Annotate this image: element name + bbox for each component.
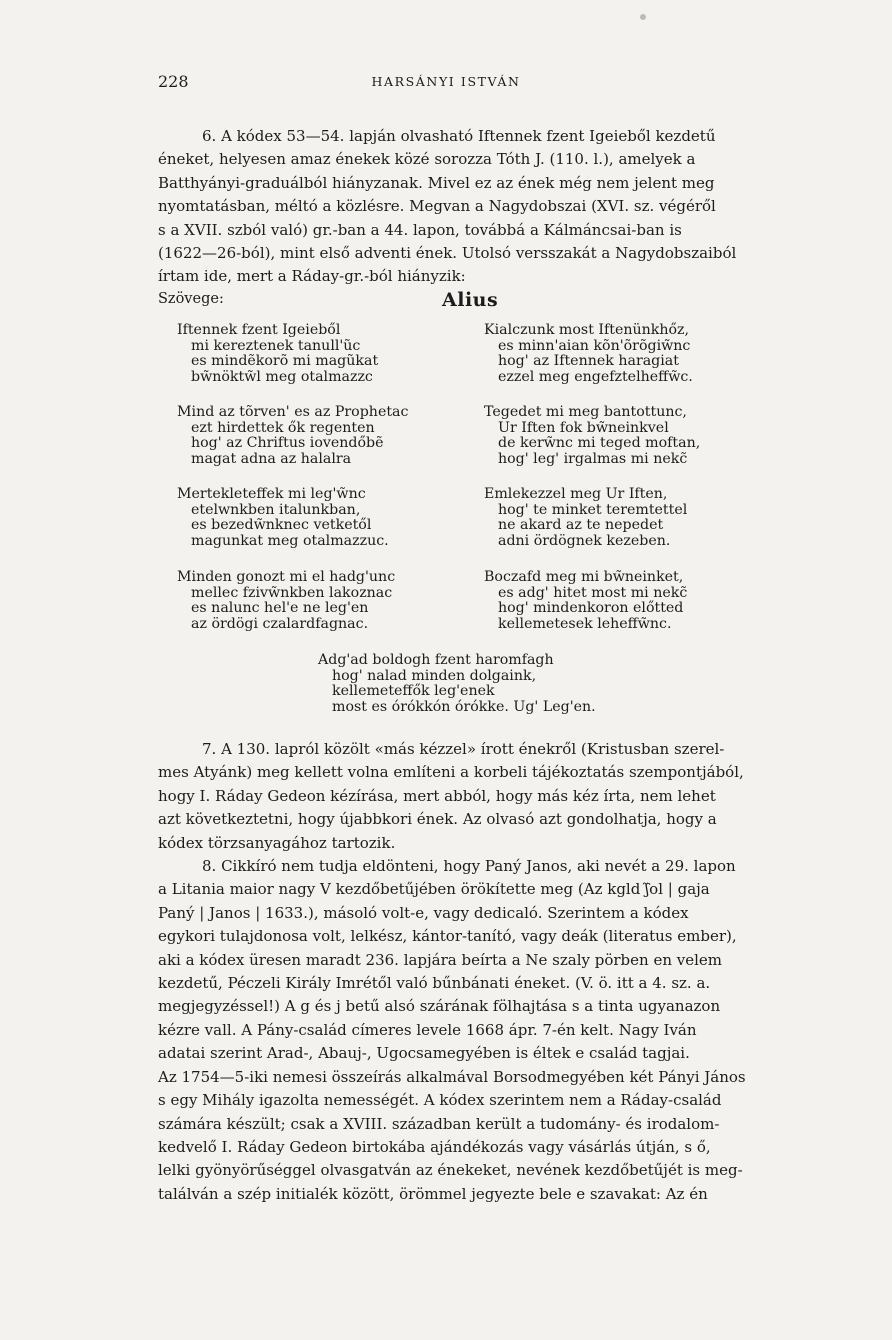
verse-line: es nalunc hel'e ne leg'en	[191, 600, 369, 617]
note-line: kedvelő I. Ráday Gedeon birtokába ajándékozás vagy vásárlás útján, s ő,	[158, 1137, 711, 1156]
verse-line: magunkat meg otalmazzuc.	[191, 532, 389, 549]
note-line: találván a szép initialék között, örömmel jegyezte bele e szavakat: Az én	[158, 1184, 708, 1203]
verse-line: de kerw̃nc mi teged moftan,	[498, 435, 701, 452]
verse-line: az ördögi czalardfagnac.	[191, 615, 369, 632]
note-line: mes Atyánk) meg kellett volna említeni a korbeli tájékoztatás szempontjából,	[158, 763, 744, 782]
verse-line: Minden gonozt mi el hadg'unc	[177, 569, 396, 585]
intro-line-2: éneket, helyesen amaz énekek közé sorozza Tóth J. (110. l.), amelyek a	[158, 150, 696, 169]
left-stanza-2	[177, 405, 487, 467]
verse-line: hog' leg' irgalmas mi nekc̃	[498, 450, 688, 467]
verse-line: bw̃nöktw̃l meg otalmazzc	[191, 368, 373, 385]
verse-line: hog' az Iftennek haragiat	[498, 353, 679, 370]
verse-line: magat adna az halalra	[191, 450, 352, 467]
intro-line-4: nyomtatásban, méltó a közlésre. Megvan a Nagydobszai (XVI. sz. végéről	[158, 197, 716, 216]
verse-line: hog' nalad minden dolgaink,	[332, 667, 537, 684]
right-stanza-2	[484, 405, 794, 467]
note-line: kézre vall. A Pány-család címeres levele 1668 ápr. 7-én kelt. Nagy Iván	[158, 1020, 697, 1039]
verse-line: Mertekleteffek mi leg'w̃nc	[177, 486, 366, 502]
running-title: HARSÁNYI ISTVÁN	[371, 74, 521, 89]
intro-line	[158, 125, 790, 148]
verse-line: hog' az Chriftus iovendőbẽ	[191, 435, 384, 452]
verse-line: Mind az tõrven' es az Prophetac	[177, 404, 409, 420]
verse-line: ne akard az te nepedet	[498, 517, 664, 534]
verse-line: kellemeteffők leg'enek	[332, 683, 495, 700]
verse-line: hog' mindenkoron előtted	[498, 600, 684, 617]
note-line: a Litania maior nagy V kezdőbetűjében örökítette meg (Az kgld ʃ̃ol | gaja	[158, 880, 710, 899]
verse-line: Emlekezzel meg Ur Iften,	[484, 486, 668, 502]
verse-line: hog' te minket teremtettel	[498, 501, 688, 518]
verse-line: mi kereztenek tanull'ũc	[191, 337, 361, 354]
left-stanza-3	[177, 487, 487, 549]
scan-speck	[640, 14, 646, 20]
note-8-line: 8. Cikkíró nem tudja eldönteni, hogy Paný Janos, aki nevét a 29. lapon	[202, 857, 736, 876]
final-stanza	[318, 653, 628, 715]
right-stanza-4	[484, 570, 794, 632]
intro-line-7: írtam ide, mert a Ráday-gr.-ból hiányzik:	[158, 267, 466, 286]
poem-title: Alius	[442, 289, 499, 311]
right-stanza-1	[484, 323, 794, 385]
verse-line: es minn'aian kõn'õrõgiw̃nc	[498, 337, 691, 354]
note-line: azt következtetni, hogy újabbkori ének. Az olvasó azt gondolhatja, hogy a	[158, 810, 717, 829]
notes-section	[158, 738, 790, 1206]
note-line: s egy Mihály igazolta nemességét. A kódex szerintem nem a Ráday-család	[158, 1091, 722, 1110]
note-line: lelki gyönyörűséggel olvasgatván az énekeket, nevének kezdőbetűjét is meg-	[158, 1161, 743, 1180]
note-line: kódex törzsanyagához tartozik.	[158, 833, 396, 852]
intro-line-5: s a XVII. szból való) gr.-ban a 44. lapon, továbbá a Kálmáncsai-ban is	[158, 220, 682, 239]
intro-line-1: 6. A kódex 53—54. lapján olvasható Iftennek fzent Igeieből kezdetű	[202, 127, 716, 145]
verse-line: es adg' hitet most mi nekc̃	[498, 584, 688, 601]
left-stanza-1	[177, 323, 487, 385]
note-7-line: 7. A 130. lapról közölt «más kézzel» írott énekről (Kristusban szerel-	[202, 740, 725, 758]
left-stanza-4	[177, 570, 487, 632]
note-line: számára készült; csak a XVIII. században került a tudomány- és irodalom-	[158, 1114, 720, 1133]
verse-line: adni ördögnek kezeben.	[498, 532, 671, 549]
intro-paragraph	[158, 125, 790, 289]
note-line: kezdetű, Péczeli Király Imrétől való bűnbánati éneket. (V. ö. itt a 4. sz. a.	[158, 974, 711, 993]
note-line: egykori tulajdonosa volt, lelkész, kántor-tanító, vagy deák (literatus ember),	[158, 927, 737, 946]
right-stanza-3	[484, 487, 794, 549]
verse-line: ezt hirdettek ők regenten	[191, 419, 375, 436]
verse-line: etelwnkben italunkban,	[191, 501, 361, 518]
verse-line: ezzel meg engefztelheffw̃c.	[498, 368, 693, 385]
verse-line: kellemetesek leheffw̃nc.	[498, 615, 672, 632]
verse-line: Kialczunk most Iftenünkhőz,	[484, 322, 690, 338]
intro-line-6: (1622—26-ból), mint első adventi ének. Utolsó versszakát a Nagydobszaiból	[158, 244, 737, 263]
verse-line: Iftennek fzent Igeieből	[177, 322, 341, 338]
verse-line: Ur Iften fok bw̃neinkvel	[498, 419, 669, 436]
verse-line: es bezedw̃nknec vetketől	[191, 517, 372, 534]
verse-line: Adg'ad boldogh fzent haromfagh	[318, 652, 554, 668]
verse-line: most es órókkón órókke. Ug' Leg'en.	[332, 698, 596, 715]
page-number: 228	[158, 72, 189, 91]
verse-line: mellec fzivw̃nkben lakoznac	[191, 584, 393, 601]
note-line: adatai szerint Arad-, Abauj-, Ugocsamegyében is éltek e család tagjai.	[158, 1044, 690, 1063]
poem-label: Szövege:	[158, 291, 224, 307]
intro-line-3: Batthyányi-graduálból hiányzanak. Mivel ez az ének még nem jelent meg	[158, 173, 715, 192]
verse-line: Boczafd meg mi bw̃neinket,	[484, 569, 684, 585]
note-line: aki a kódex üresen maradt 236. lapjára beírta a Ne szaly pörben en velem	[158, 950, 723, 969]
verse-line: Tegedet mi meg bantottunc,	[484, 404, 687, 420]
note-line: Az 1754—5-iki nemesi összeírás alkalmával Borsodmegyében két Pányi János	[158, 1067, 746, 1086]
note-line: Paný | Janos | 1633.), másoló volt-e, vagy dedicaló. Szerintem a kódex	[158, 903, 689, 922]
verse-line: es mindẽkorõ mi magũkat	[191, 353, 379, 370]
note-line: megjegyzéssel!) A g és j betű alsó szárának fölhajtása s a tinta ugyanazon	[158, 997, 721, 1016]
note-line: hogy I. Ráday Gedeon kézírása, mert abból, hogy más kéz írta, nem lehet	[158, 786, 716, 805]
